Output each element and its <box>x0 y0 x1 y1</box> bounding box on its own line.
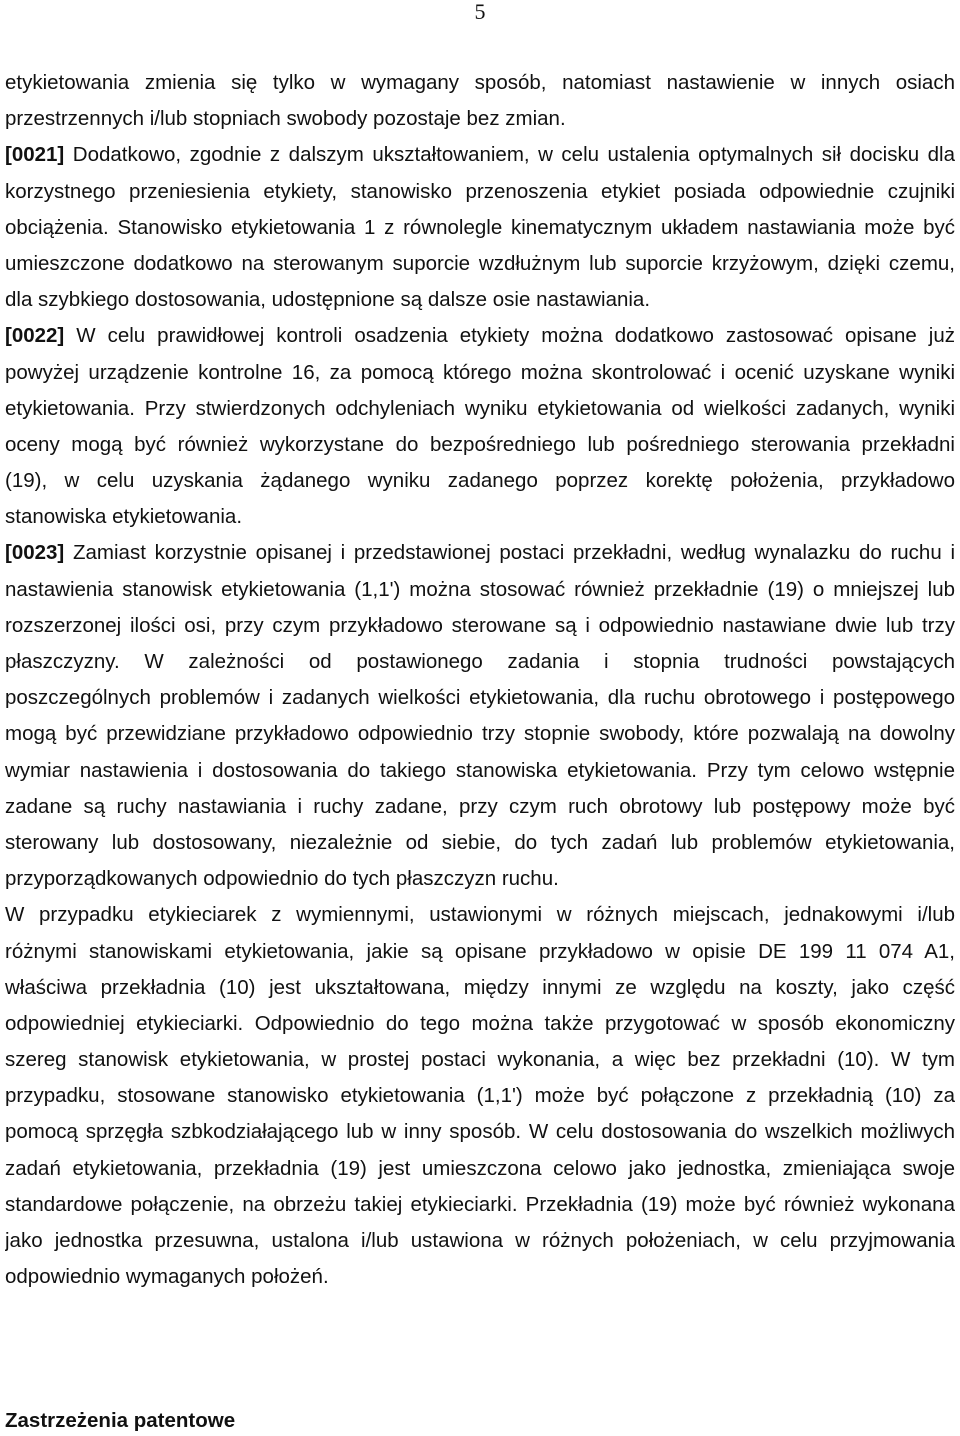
paragraph <box>5 897 955 1295</box>
text-line: płaszczyzny. W zależności od postawionego zadania i stopnia trudności powstających <box>5 650 955 673</box>
text-line: zadań etykietowania, przekładnia (19) jest umieszczona celowo jako jednostka, zmieniająca swoje <box>5 1156 955 1180</box>
text-line: rozszerzonej ilości osi, przy czym przykładowo sterowane są i odpowiednio nastawiane dwie lub trzy <box>5 613 955 637</box>
text-line: korzystnego przeniesienia etykiety, stanowisko przenoszenia etykiet posiada odpowiednie czujniki <box>5 179 955 203</box>
paragraph-number: [0021] <box>5 143 65 167</box>
text-line: W przypadku etykieciarek z wymiennymi, ustawionymi w różnych miejscach, jednakowymi i/lub <box>5 903 955 927</box>
text-line <box>5 535 955 571</box>
text-line: (19), w celu uzyskania żądanego wyniku zadanego poprzez korektę położenia, przykładowo <box>5 469 955 493</box>
text-line: zadane są ruchy nastawiania i ruchy zadane, przy czym ruch obrotowy lub postępowy może być <box>5 794 955 818</box>
text-line: standardowe połączenie, na obrzeżu takiej etykieciarki. Przekładnia (19) może być również wykonana <box>5 1192 955 1216</box>
paragraph <box>5 65 955 137</box>
body-text <box>5 65 955 1295</box>
paragraph-number: [0023] <box>5 541 65 565</box>
text-line: przypadku, stosowane stanowisko etykietowania (1,1') może być połączone z przekładnią (10) za <box>5 1084 955 1108</box>
text-line: umieszczone dodatkowo na sterowanym suporcie wzdłużnym lub suporcie krzyżowym, dzięki czemu, <box>5 251 955 275</box>
paragraph-number: [0022] <box>5 324 65 348</box>
section-heading: Zastrzeżenia patentowe <box>5 1409 236 1432</box>
text-line: nastawienia stanowisk etykietowania (1,1') można stosować również przekładnie (19) o mniejszej lub <box>5 577 955 601</box>
line-text: Zamiast korzystnie opisanej i przedstawionej postaci przekładni, według wynalazku do ruchu i <box>72 541 955 565</box>
text-line: szereg stanowisk etykietowania, w prostej postaci wykonania, a więc bez przekładni (10). W tym <box>5 1048 955 1072</box>
text-line: dla szybkiego dostosowania, udostępnione są dalsze osie nastawiania. <box>5 288 651 312</box>
text-line: odpowiedniej etykieciarki. Odpowiednio do tego można także przygotować w sposób ekonomiczny <box>5 1011 955 1035</box>
text-line: poszczególnych problemów i zadanych wielkości etykietowania, dla ruchu obrotowego i postępowego <box>5 686 955 710</box>
text-line: sterowany lub dostosowany, niezależnie od siebie, do tych zadań lub problemów etykietowania, <box>5 830 955 854</box>
text-line: przestrzennych i/lub stopniach swobody pozostaje bez zmian. <box>5 107 566 131</box>
text-line: wymiar nastawienia i dostosowania do takiego stanowiska etykietowania. Przy tym celowo wstępnie <box>5 758 955 782</box>
line-text: W celu prawidłowej kontroli osadzenia etykiety można dodatkowo zastosować opisane już <box>76 324 955 348</box>
text-line: jako jednostka przesuwna, ustalona i/lub ustawiona w różnych położeniach, w celu przyjmowania <box>5 1229 955 1252</box>
text-line: właściwa przekładnia (10) jest ukształtowana, między innymi ze względu na koszty, jako część <box>5 975 955 999</box>
text-line: stanowiska etykietowania. <box>5 505 243 529</box>
text-line: mogą być przewidziane przykładowo odpowiednio trzy stopnie swobody, które pozwalają na dowolny <box>5 722 955 746</box>
text-line: powyżej urządzenie kontrolne 16, za pomocą którego można skontrolować i ocenić uzyskane wyniki <box>5 360 955 384</box>
paragraph <box>5 318 955 535</box>
page-number: 5 <box>474 0 486 24</box>
text-line: odpowiednio wymaganych położeń. <box>5 1265 329 1289</box>
paragraph <box>5 137 955 318</box>
text-line <box>5 318 955 354</box>
text-line: przyporządkowanych odpowiednio do tych płaszczyzn ruchu. <box>5 867 559 891</box>
text-line: etykietowania. Przy stwierdzonych odchyleniach wyniku etykietowania od wielkości zadanych, wyniki <box>5 396 955 420</box>
text-line: etykietowania zmienia się tylko w wymagany sposób, natomiast nastawienie w innych osiach <box>5 71 955 94</box>
text-line: oceny mogą być również wykorzystane do bezpośredniego lub pośredniego sterowania przekładni <box>5 432 955 456</box>
line-text: Dodatkowo, zgodnie z dalszym ukształtowaniem, w celu ustalenia optymalnych sił docisku dla <box>72 143 955 167</box>
text-line: różnymi stanowiskami etykietowania, jakie są opisane przykładowo w opisie DE 199 11 074 A1, <box>5 939 955 963</box>
text-line <box>5 137 955 173</box>
text-line: pomocą sprzęgła szbkodziałającego lub w inny sposób. W celu dostosowania do wszelkich możliwych <box>5 1120 955 1144</box>
text-line: obciążenia. Stanowisko etykietowania 1 z równolegle kinematycznym układem nastawiania może być <box>5 215 955 239</box>
paragraph <box>5 535 955 897</box>
